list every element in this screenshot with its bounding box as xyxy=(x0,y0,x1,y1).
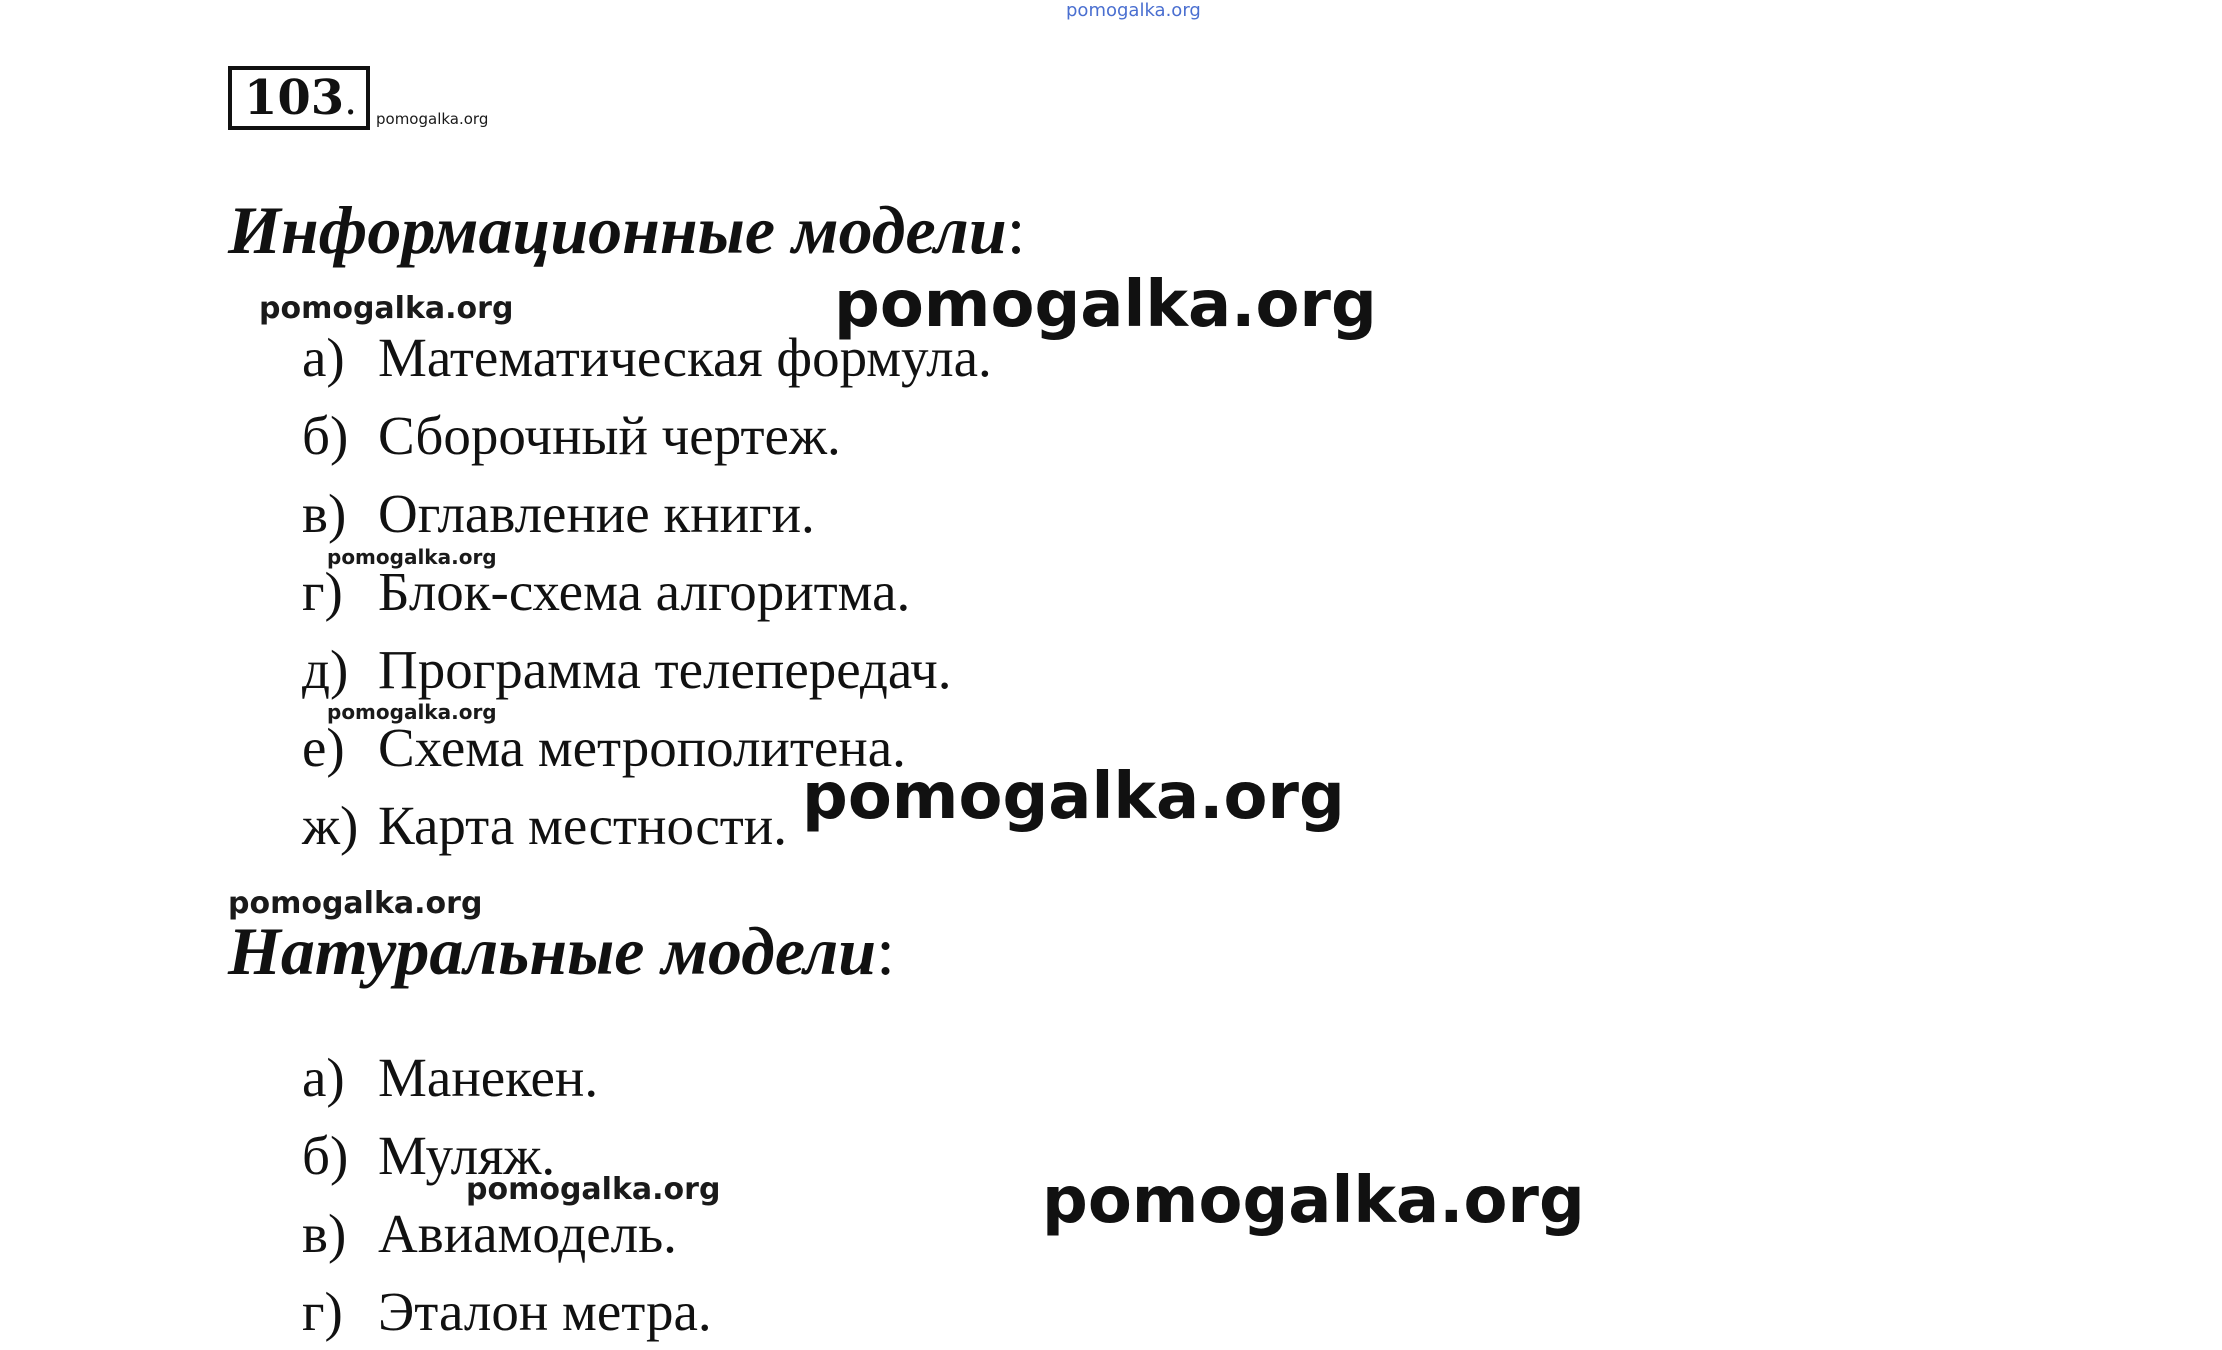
watermark-large: pomogalka.org xyxy=(834,268,1377,342)
task-number: 103 xyxy=(244,70,345,126)
watermark-small: pomogalka.org xyxy=(327,545,497,569)
list-marker: б) xyxy=(302,405,349,466)
list-text: Схема метрополитена. xyxy=(378,717,906,778)
section-heading-text: Натуральные модели xyxy=(228,913,877,989)
list-marker: г) xyxy=(302,1281,343,1342)
watermark-small: pomogalka.org xyxy=(228,886,483,921)
list-text: Муляж. xyxy=(378,1125,556,1186)
watermark-small: pomogalka.org xyxy=(466,1172,721,1207)
section-heading-natural xyxy=(228,913,895,989)
list-text: Авиамодель. xyxy=(378,1203,677,1264)
list-marker: а) xyxy=(302,327,345,388)
list-marker: е) xyxy=(302,717,345,778)
list-item xyxy=(302,1282,712,1342)
list-text: Программа телепередач. xyxy=(378,639,952,700)
watermark-small: pomogalka.org xyxy=(259,291,514,326)
list-text: Сборочный чертеж. xyxy=(378,405,841,466)
list-item xyxy=(302,406,841,466)
section-heading-informational xyxy=(228,192,1026,268)
list-text: Манекен. xyxy=(378,1047,599,1108)
list-marker: в) xyxy=(302,483,347,544)
list-item xyxy=(302,1048,598,1108)
list-marker: а) xyxy=(302,1047,345,1108)
list-item xyxy=(302,796,787,856)
section-heading-text: Информационные модели xyxy=(228,192,1007,268)
list-item xyxy=(302,1204,677,1264)
watermark-top: pomogalka.org xyxy=(1066,0,1201,21)
list-text: Карта местности. xyxy=(378,795,787,856)
list-item xyxy=(302,562,910,622)
task-number-period: . xyxy=(344,78,357,124)
list-item xyxy=(302,640,952,700)
list-marker: в) xyxy=(302,1203,347,1264)
section-heading-colon: : xyxy=(1006,192,1026,268)
watermark-task: pomogalka.org xyxy=(376,110,489,128)
watermark-small: pomogalka.org xyxy=(327,700,497,724)
list-marker: ж) xyxy=(302,795,359,856)
section-heading-colon: : xyxy=(876,913,895,989)
task-number-box xyxy=(228,66,370,130)
list-text: Оглавление книги. xyxy=(378,483,815,544)
list-marker: г) xyxy=(302,561,343,622)
watermark-large: pomogalka.org xyxy=(1042,1164,1585,1238)
list-text: Блок-схема алгоритма. xyxy=(378,561,911,622)
list-item xyxy=(302,328,992,388)
list-marker: д) xyxy=(302,639,349,700)
list-text: Эталон метра. xyxy=(378,1281,712,1342)
list-text: Математическая формула. xyxy=(378,327,992,388)
watermark-large: pomogalka.org xyxy=(802,760,1345,834)
list-item xyxy=(302,484,815,544)
list-marker: б) xyxy=(302,1125,349,1186)
